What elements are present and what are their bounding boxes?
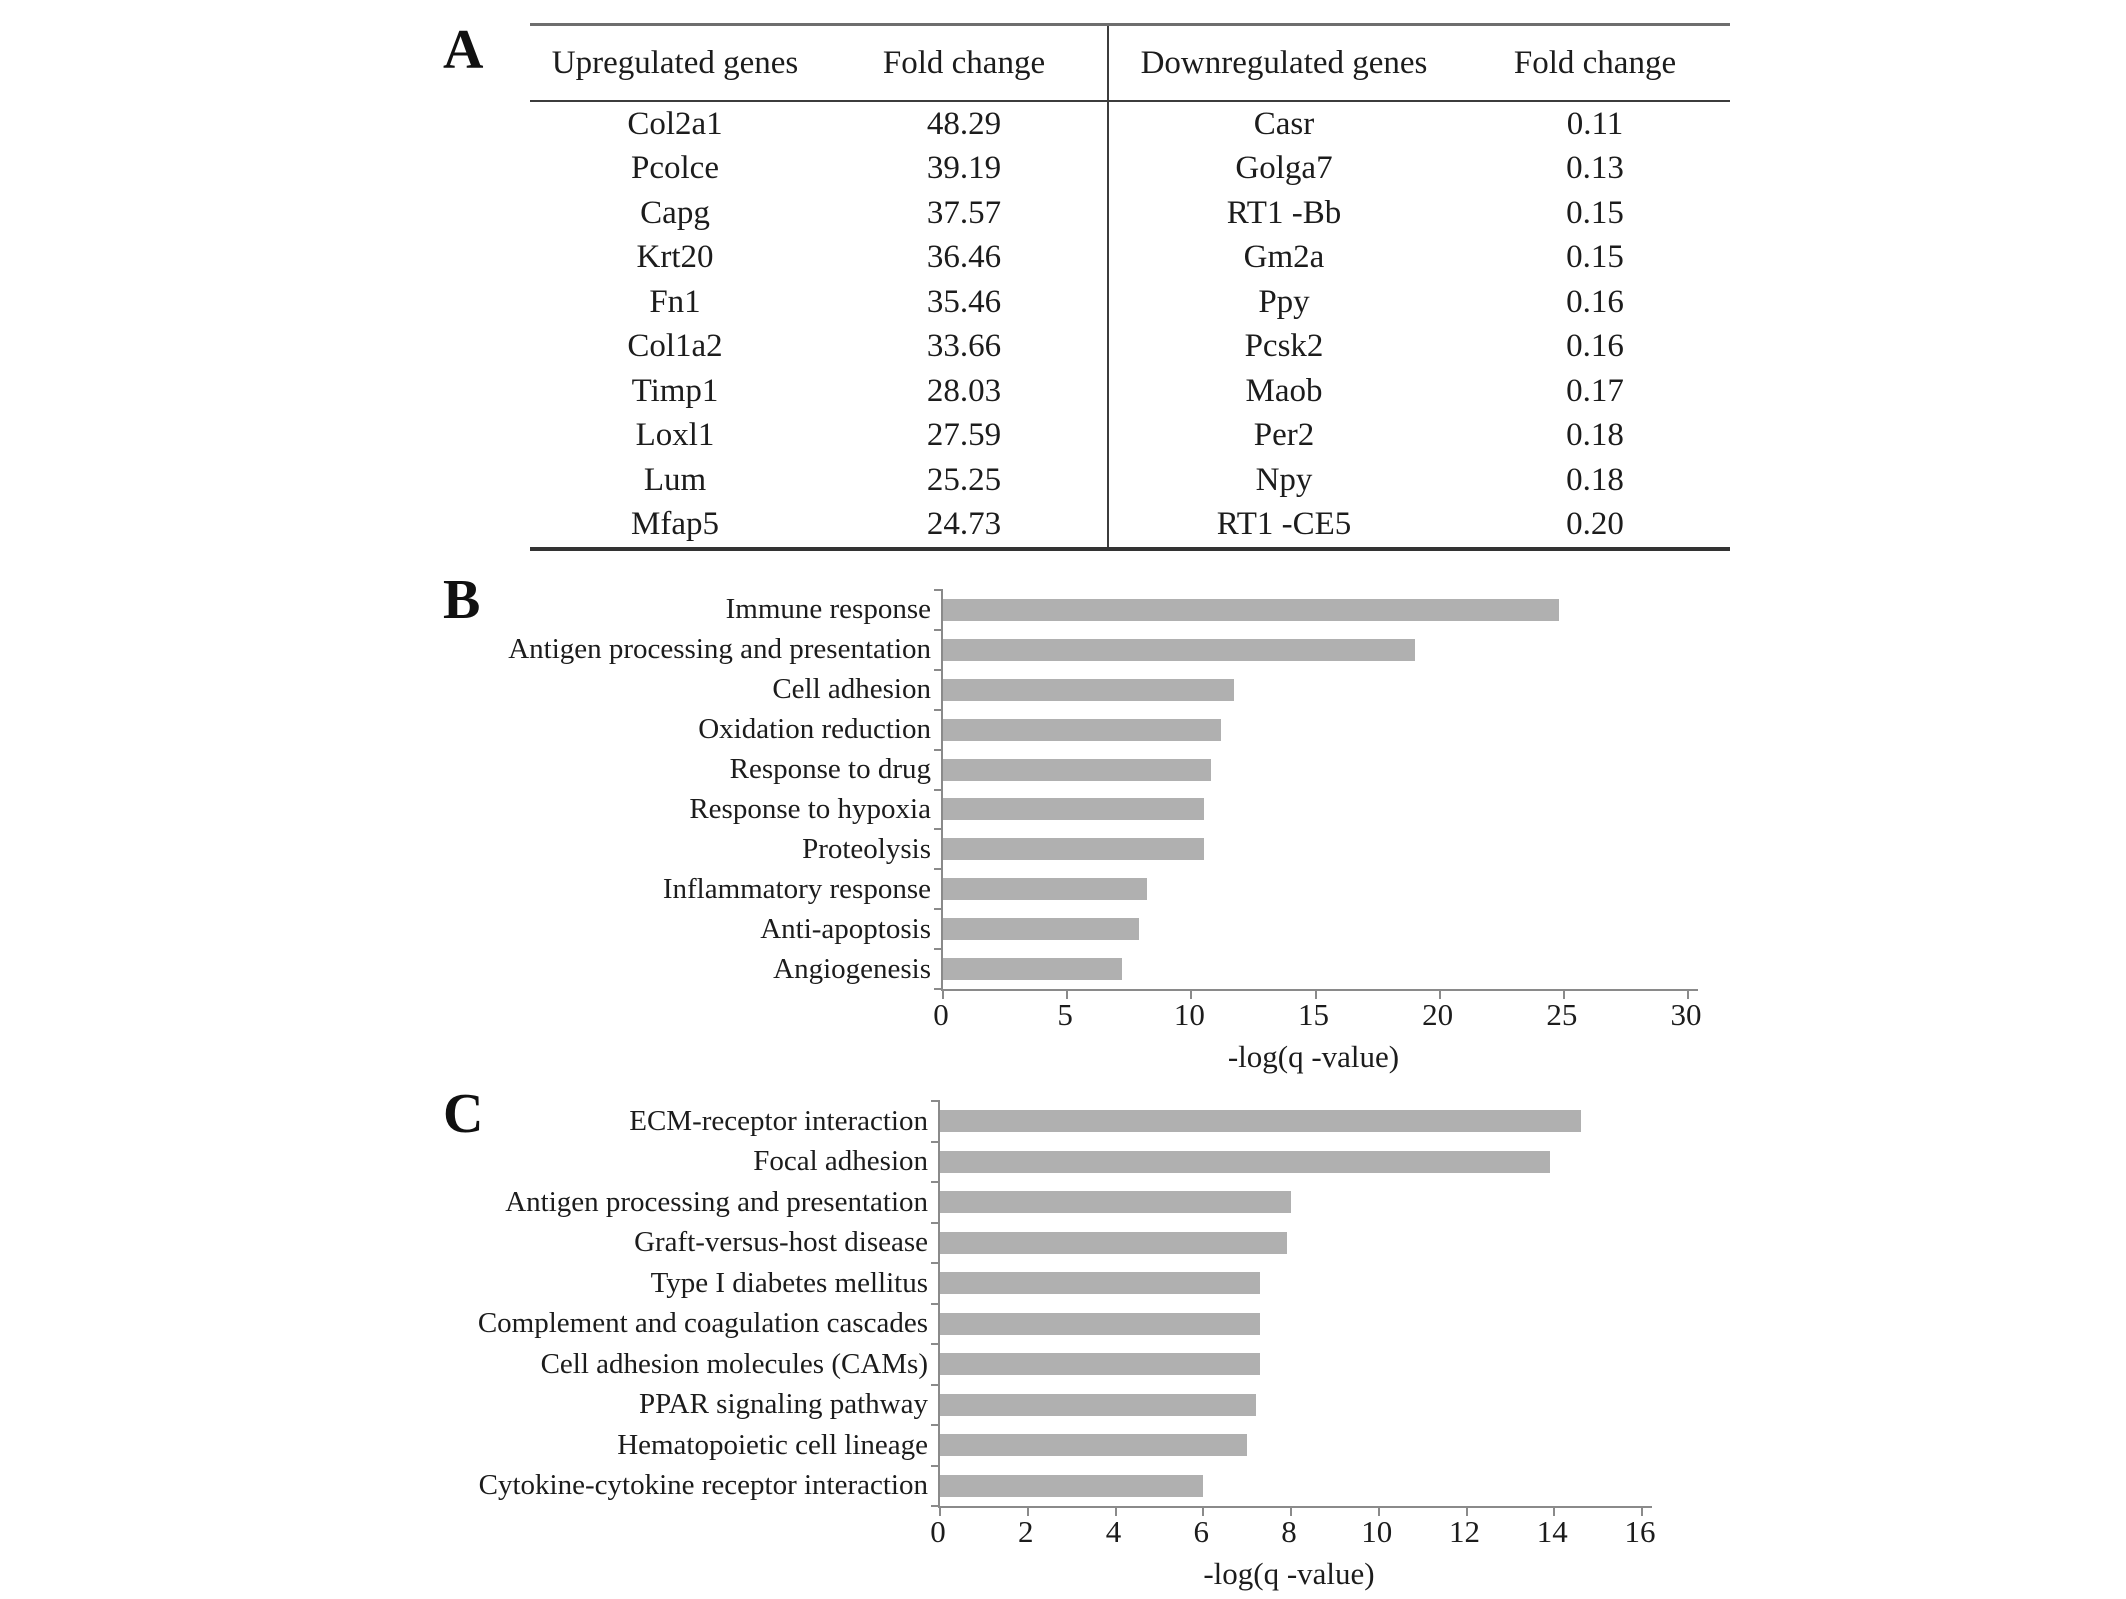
y-axis-tick <box>934 749 943 751</box>
up-fold-change-cell: 28.03 <box>926 372 1002 409</box>
down-gene-cell: Maob <box>1245 372 1323 409</box>
bar <box>940 1353 1260 1375</box>
bar <box>943 958 1122 980</box>
y-axis-tick <box>934 988 943 990</box>
x-tick-label: 0 <box>930 1514 946 1549</box>
col-header-fold-change-up: Fold change <box>882 44 1046 81</box>
category-label: Focal adhesion <box>753 1145 928 1178</box>
down-fold-change-cell: 0.15 <box>1566 194 1624 231</box>
x-tick-labels <box>930 1514 1656 1549</box>
table-row <box>530 191 1730 236</box>
y-axis-tick <box>931 1343 940 1345</box>
y-axis-tick <box>931 1505 940 1507</box>
down-fold-change-cell: 0.15 <box>1566 239 1624 276</box>
up-fold-change-cell: 25.25 <box>926 461 1002 498</box>
down-gene-cell: Npy <box>1255 461 1313 498</box>
table-row <box>530 414 1730 459</box>
table-row <box>530 102 1730 147</box>
down-fold-change-cell: 0.18 <box>1566 417 1624 454</box>
table-row <box>530 236 1730 281</box>
panel-a-label: A <box>443 19 484 81</box>
up-gene-cell: Krt20 <box>636 239 714 276</box>
y-axis-tick <box>934 948 943 950</box>
y-axis-tick <box>934 908 943 910</box>
gene-table-header-row <box>530 26 1730 102</box>
down-fold-change-cell: 0.16 <box>1566 328 1624 365</box>
y-axis-tick <box>931 1465 940 1467</box>
up-gene-cell: Mfap5 <box>631 506 719 543</box>
y-axis-tick <box>934 589 943 591</box>
x-tick-label: 16 <box>1624 1514 1656 1549</box>
down-fold-change-cell: 0.20 <box>1566 506 1624 543</box>
x-tick-label: 15 <box>1298 997 1329 1032</box>
panel-b-label: B <box>443 569 481 631</box>
category-label: Antigen processing and presentation <box>505 1185 928 1218</box>
gene-table <box>530 23 1730 551</box>
x-tick-label: 14 <box>1536 1514 1568 1549</box>
col-header-upregulated-genes: Upregulated genes <box>551 44 799 81</box>
bar <box>940 1110 1581 1132</box>
y-axis-tick <box>934 629 943 631</box>
col-header-downregulated-genes: Downregulated genes <box>1140 44 1428 81</box>
down-gene-cell: Golga7 <box>1235 150 1333 187</box>
bar <box>943 679 1234 701</box>
y-axis-tick <box>934 828 943 830</box>
plot-area <box>941 590 1688 991</box>
x-tick-label: 8 <box>1281 1514 1297 1549</box>
bar <box>943 599 1559 621</box>
x-tick-label: 12 <box>1449 1514 1480 1549</box>
up-fold-change-cell: 48.29 <box>926 105 1002 142</box>
up-gene-cell: Pcolce <box>631 150 719 187</box>
up-fold-change-cell: 36.46 <box>926 239 1002 276</box>
category-label: Cytokine-cytokine receptor interaction <box>478 1469 928 1502</box>
y-axis-tick <box>931 1262 940 1264</box>
bar <box>943 838 1204 860</box>
x-tick-label: 10 <box>1361 1514 1393 1549</box>
up-fold-change-cell: 33.66 <box>926 328 1002 365</box>
gene-table-body <box>530 102 1730 547</box>
x-tick-label: 2 <box>1018 1514 1034 1549</box>
panel-c-label: C <box>443 1083 484 1145</box>
up-gene-cell: Loxl1 <box>635 417 715 454</box>
down-gene-cell: Per2 <box>1253 417 1315 454</box>
category-label: Cell adhesion molecules (CAMs) <box>540 1347 928 1380</box>
bar <box>940 1313 1260 1335</box>
bar <box>940 1394 1256 1416</box>
category-label: Proteolysis <box>802 832 931 865</box>
x-axis-label: -log(q -value) <box>1203 1556 1375 1591</box>
y-axis-tick <box>934 789 943 791</box>
x-tick-label: 30 <box>1670 997 1702 1032</box>
y-axis-tick <box>934 669 943 671</box>
category-label: ECM-receptor interaction <box>629 1104 928 1137</box>
bar <box>940 1475 1203 1497</box>
category-label: Immune response <box>725 593 931 626</box>
table-row <box>530 503 1730 548</box>
bar <box>940 1434 1247 1456</box>
y-axis-tick <box>931 1100 940 1102</box>
x-tick-label: 0 <box>933 997 949 1032</box>
x-tick-label: 10 <box>1173 997 1205 1032</box>
down-fold-change-cell: 0.17 <box>1566 372 1624 409</box>
up-gene-cell: Timp1 <box>631 372 719 409</box>
category-label: Oxidation reduction <box>698 713 931 746</box>
down-fold-change-cell: 0.13 <box>1566 150 1624 187</box>
category-labels <box>368 1101 928 1506</box>
up-fold-change-cell: 37.57 <box>926 194 1002 231</box>
table-row <box>530 280 1730 325</box>
category-label: Graft-versus-host disease <box>634 1226 928 1259</box>
down-fold-change-cell: 0.11 <box>1566 105 1624 142</box>
x-tick-label: 20 <box>1422 997 1454 1032</box>
up-fold-change-cell: 39.19 <box>926 150 1002 187</box>
category-label: Cell adhesion <box>772 673 931 706</box>
y-axis-tick <box>934 709 943 711</box>
category-label: Type I diabetes mellitus <box>650 1266 928 1299</box>
up-fold-change-cell: 35.46 <box>926 283 1002 320</box>
up-gene-cell: Col1a2 <box>627 328 723 365</box>
category-label: Response to hypoxia <box>689 792 931 825</box>
x-tick-label: 25 <box>1546 997 1578 1032</box>
x-axis-label: -log(q -value) <box>1227 1039 1400 1074</box>
down-fold-change-cell: 0.18 <box>1566 461 1624 498</box>
table-row <box>530 147 1730 192</box>
y-axis-tick <box>931 1384 940 1386</box>
plot-area <box>938 1101 1642 1508</box>
bar <box>943 798 1204 820</box>
up-gene-cell: Lum <box>643 461 707 498</box>
bar <box>940 1151 1550 1173</box>
down-gene-cell: Gm2a <box>1243 239 1325 276</box>
y-axis-tick <box>931 1181 940 1183</box>
down-gene-cell: Casr <box>1253 105 1315 142</box>
x-tick-label: 4 <box>1105 1514 1122 1549</box>
table-row <box>530 325 1730 370</box>
category-label: Hematopoietic cell lineage <box>617 1428 928 1461</box>
category-label: Angiogenesis <box>773 952 931 985</box>
bar <box>940 1191 1291 1213</box>
up-gene-cell: Fn1 <box>649 283 701 320</box>
y-axis-tick <box>931 1424 940 1426</box>
x-tick-labels <box>933 997 1702 1032</box>
table-row <box>530 458 1730 503</box>
x-tick-label: 6 <box>1193 1514 1209 1549</box>
category-label: Inflammatory response <box>662 872 931 905</box>
up-gene-cell: Capg <box>640 194 710 231</box>
bar <box>940 1232 1287 1254</box>
y-axis-tick <box>931 1222 940 1224</box>
go-terms-bar-chart <box>508 590 1702 1074</box>
category-label: PPAR signaling pathway <box>639 1388 928 1421</box>
bar <box>943 719 1221 741</box>
category-labels <box>371 590 931 989</box>
down-gene-cell: RT1 -CE5 <box>1216 506 1352 543</box>
category-label: Anti-apoptosis <box>760 912 931 945</box>
bar <box>943 878 1147 900</box>
category-label: Antigen processing and presentation <box>508 633 931 666</box>
col-header-fold-change-down: Fold change <box>1513 44 1677 81</box>
down-gene-cell: Pcsk2 <box>1244 328 1324 365</box>
table-row <box>530 369 1730 414</box>
y-axis-tick <box>931 1141 940 1143</box>
y-axis-tick <box>931 1303 940 1305</box>
down-gene-cell: RT1 -Bb <box>1226 194 1342 231</box>
category-label: Complement and coagulation cascades <box>477 1307 928 1340</box>
x-tick-label: 5 <box>1057 997 1073 1032</box>
category-label: Response to drug <box>729 753 931 786</box>
bar <box>943 759 1211 781</box>
bar <box>943 639 1415 661</box>
up-gene-cell: Col2a1 <box>627 105 723 142</box>
up-fold-change-cell: 24.73 <box>926 506 1002 543</box>
y-axis-tick <box>934 868 943 870</box>
bar <box>940 1272 1260 1294</box>
down-fold-change-cell: 0.16 <box>1566 283 1624 320</box>
down-gene-cell: Ppy <box>1258 283 1310 320</box>
up-fold-change-cell: 27.59 <box>926 417 1002 454</box>
table-vertical-divider <box>1107 26 1109 547</box>
kegg-pathways-bar-chart <box>477 1101 1656 1591</box>
bar <box>943 918 1139 940</box>
